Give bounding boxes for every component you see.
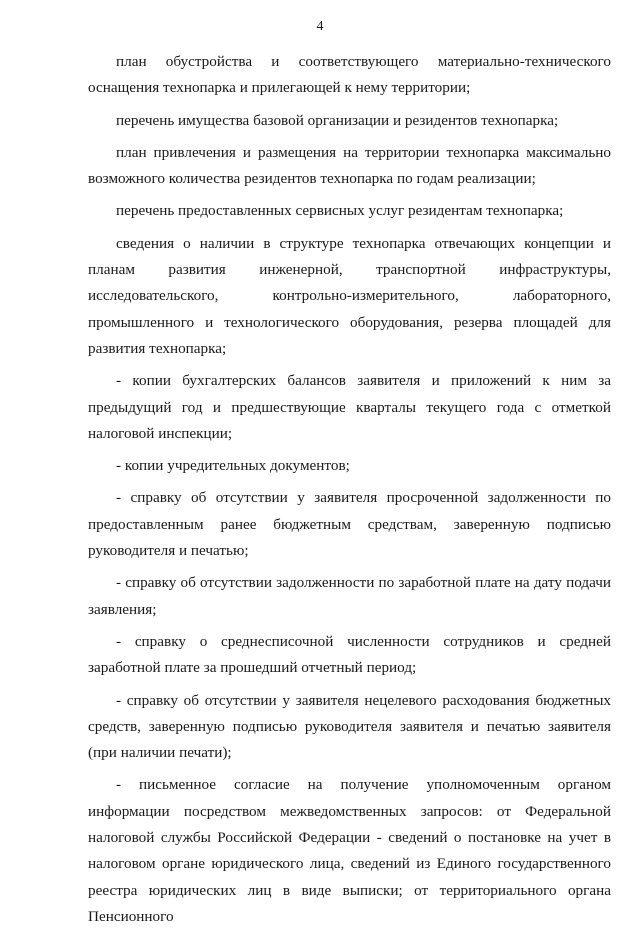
paragraph-balance-copies: - копии бухгалтерских балансов заявителя и приложений к ним за предыдущий год и предшествующие кварталы текущего года с отметкой налоговой инспекции;	[88, 372, 611, 442]
paragraph-territory-plan: план обустройства и соответствующего материально-технического оснащения технопарка и прилегающей к нему территории;	[88, 53, 611, 97]
paragraph-misuse-certificate: - справку об отсутствии у заявителя нецелевого расходования бюджетных средств, заверенную подписью руководителя заявителя и печатью заявителя (при наличии печати);	[88, 691, 611, 762]
paragraph-overdue-debt-certificate: - справку об отсутствии у заявителя просроченной задолженности по предоставленным ранее бюджетным средствам, заверенную подписью руководителя и печатью;	[88, 489, 611, 560]
paragraph-headcount-certificate: - справку о среднесписочной численности сотрудников и средней заработной плате за прошедший отчетный период;	[88, 632, 611, 677]
paragraph-services-list: перечень предоставленных сервисных услуг резидентам технопарка;	[116, 202, 564, 220]
paragraph-written-consent: - письменное согласие на получение уполномоченным органом информации посредством межведомственных запросов: от Федеральной налоговой службы Российской Федерации - сведений о постановке на учет в налоговом органе юридического лица, сведений из Единого государственного реестра юридических лиц в виде выписки; от территориального органа Пенсионного	[88, 776, 611, 925]
paragraph-salary-debt-certificate: - справку об отсутствии задолженности по заработной плате на дату подачи заявления;	[88, 574, 611, 618]
paragraph-infrastructure-info: сведения о наличии в структуре технопарка отвечающих концепции и планам развития инженерной, транспортной инфраструктуры, исследовательского, контрольно-измерительного, лабораторного, промышленного и технологического оборудования, резерва площадей для развития технопарка;	[88, 234, 611, 357]
document-body	[88, 49, 611, 930]
page-number: 4	[316, 19, 324, 34]
paragraph-residents-plan: план привлечения и размещения на территории технопарка максимально возможного количества резидентов технопарка по годам реализации;	[88, 143, 611, 188]
paragraph-property-list: перечень имущества базовой организации и резидентов технопарка;	[116, 111, 559, 129]
paragraph-founding-documents: - копии учредительных документов;	[116, 457, 350, 475]
